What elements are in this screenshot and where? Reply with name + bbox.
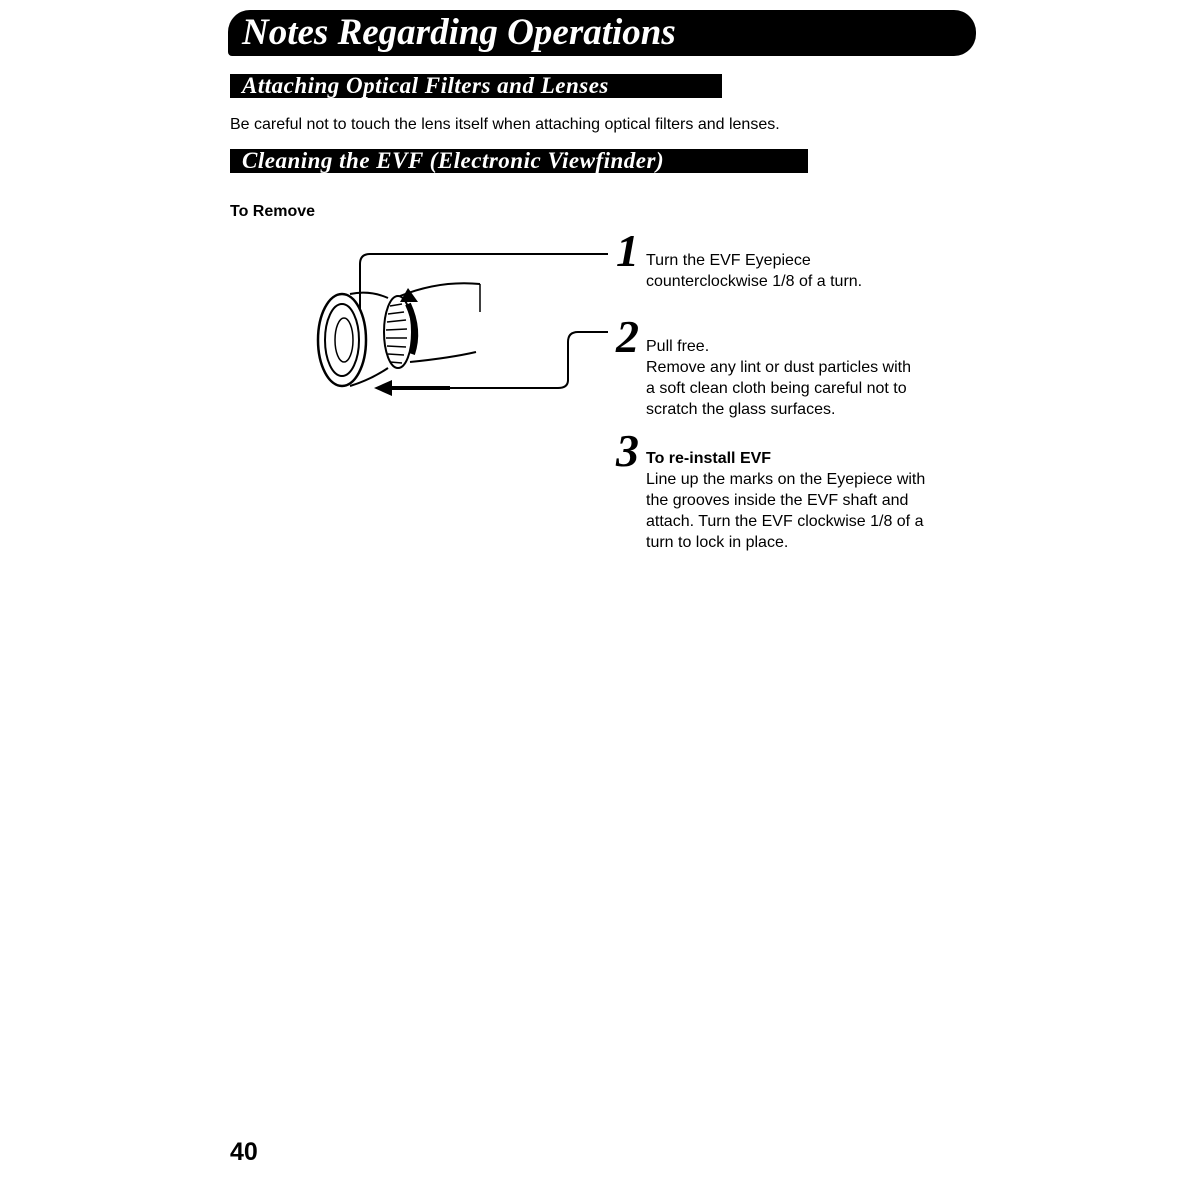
step-line: Remove any lint or dust particles with	[646, 359, 911, 376]
optical-filters-note: Be careful not to touch the lens itself when attaching optical filters and lenses.	[230, 116, 780, 133]
step-line: Line up the marks on the Eyepiece with	[646, 471, 926, 488]
evf-eyepiece-illustration	[300, 240, 620, 410]
step-line: scratch the glass surfaces.	[646, 401, 836, 418]
step-text	[646, 250, 862, 292]
step-line: turn to lock in place.	[646, 534, 789, 551]
step-line: a soft clean cloth being careful not to	[646, 380, 907, 397]
step-text	[646, 336, 911, 420]
page-title: Notes Regarding Operations	[228, 10, 976, 56]
page-number: 40	[230, 1138, 258, 1166]
step-line: attach. Turn the EVF clockwise 1/8 of a	[646, 513, 924, 530]
section-heading-cleaning-evf: Cleaning the EVF (Electronic Viewfinder)	[230, 149, 808, 173]
step-number: 1	[616, 225, 639, 276]
step-text	[646, 448, 925, 553]
step-line: the grooves inside the EVF shaft and	[646, 492, 909, 509]
step-title: To re-install EVF	[646, 450, 772, 467]
step-line: counterclockwise 1/8 of a turn.	[646, 273, 863, 290]
section-heading-optical-filters: Attaching Optical Filters and Lenses	[230, 74, 722, 98]
to-remove-subheading: To Remove	[230, 203, 316, 220]
step-number: 2	[616, 311, 639, 362]
step-number: 3	[616, 425, 639, 476]
step-line: Pull free.	[646, 338, 710, 355]
step-line: Turn the EVF Eyepiece	[646, 252, 811, 269]
